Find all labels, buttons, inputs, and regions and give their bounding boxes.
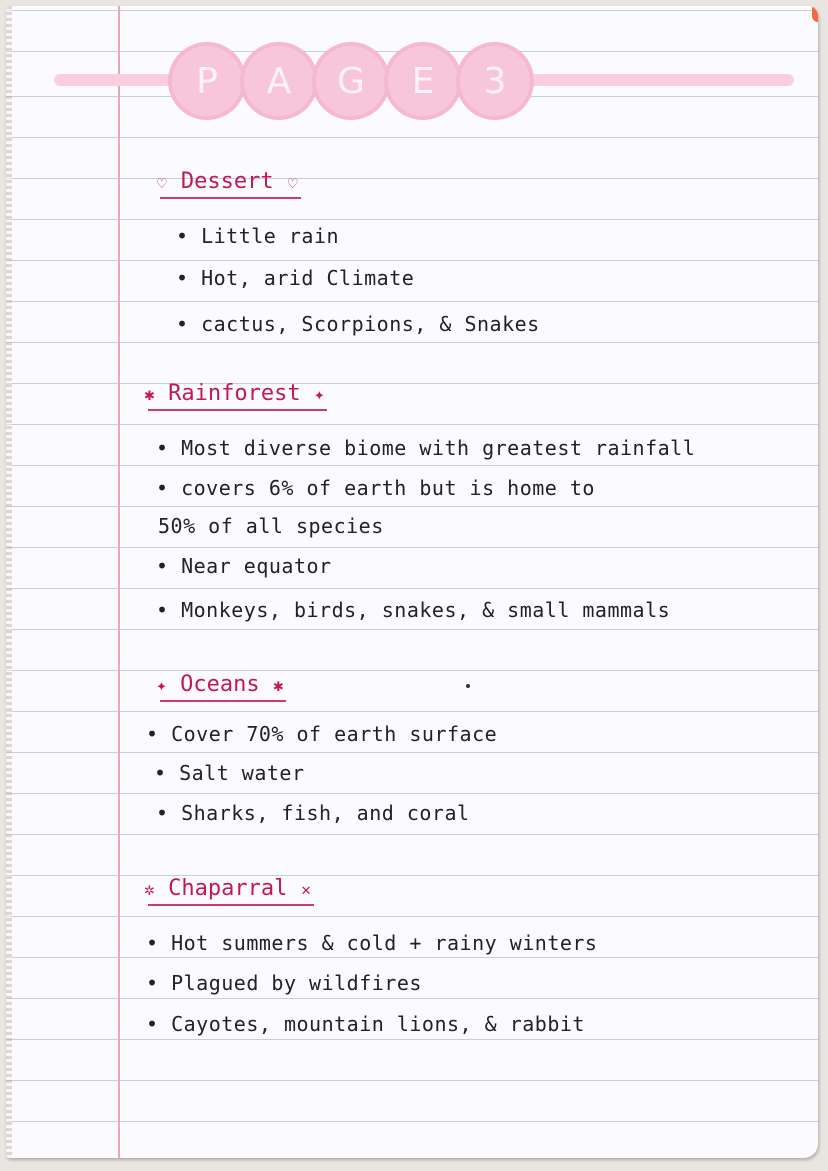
- list-item: • Hot, arid Climate: [176, 266, 415, 290]
- star-icon: ✦: [313, 389, 325, 404]
- heading-underline: [148, 409, 327, 411]
- heading-text: Dessert: [180, 169, 274, 194]
- list-item: • Most diverse biome with greatest rainfall: [156, 436, 696, 460]
- title-letter: A: [266, 60, 292, 102]
- star-icon: ✦: [156, 680, 167, 695]
- title-letter: E: [411, 60, 435, 102]
- title-bubble: [384, 42, 462, 120]
- notebook-page: [6, 6, 818, 1158]
- heart-icon: ♡: [286, 177, 299, 192]
- section-heading-oceans: [156, 672, 284, 697]
- list-item: • Near equator: [156, 554, 332, 578]
- list-item: • Little rain: [176, 224, 340, 248]
- star-icon: ✱: [144, 389, 155, 404]
- heading-underline: [148, 904, 314, 906]
- heading-text: Rainforest: [168, 381, 301, 406]
- sparkle-icon: ✕: [300, 884, 312, 899]
- heart-icon: ♡: [156, 177, 168, 192]
- list-item: • Salt water: [154, 761, 305, 785]
- list-item: • Hot summers & cold + rainy winters: [146, 931, 598, 955]
- heading-text: Chaparral: [168, 876, 288, 901]
- heading-underline: [160, 197, 301, 199]
- star-icon: ✱: [272, 680, 284, 695]
- notebook-tab: [812, 6, 818, 22]
- list-item: 50% of all species: [158, 514, 384, 538]
- title-bubble: [456, 42, 534, 120]
- ink-speck: [466, 684, 470, 688]
- list-item: • covers 6% of earth but is home to: [156, 476, 595, 500]
- heading-text: Oceans: [180, 672, 260, 697]
- title-letter: 3: [483, 60, 507, 102]
- list-item: • Sharks, fish, and coral: [156, 801, 470, 825]
- title-bubble: [168, 42, 246, 120]
- heading-underline: [160, 700, 286, 702]
- section-heading-chaparral: [144, 876, 312, 901]
- sparkle-icon: ✲: [144, 884, 155, 899]
- title-letter: G: [337, 60, 365, 102]
- spiral-binding: [6, 6, 12, 1158]
- list-item: • cactus, Scorpions, & Snakes: [176, 312, 540, 336]
- margin-line: [118, 6, 120, 1158]
- list-item: • Monkeys, birds, snakes, & small mammals: [156, 598, 671, 622]
- list-item: • Plagued by wildfires: [146, 971, 422, 995]
- title-letter: P: [196, 60, 218, 102]
- title-bubble: [240, 42, 318, 120]
- page-title: [54, 42, 814, 142]
- title-bubble: [312, 42, 390, 120]
- list-item: • Cover 70% of earth surface: [146, 722, 498, 746]
- list-item: • Cayotes, mountain lions, & rabbit: [146, 1012, 585, 1036]
- section-heading-rainforest: [144, 381, 325, 406]
- section-heading-dessert: [156, 169, 299, 194]
